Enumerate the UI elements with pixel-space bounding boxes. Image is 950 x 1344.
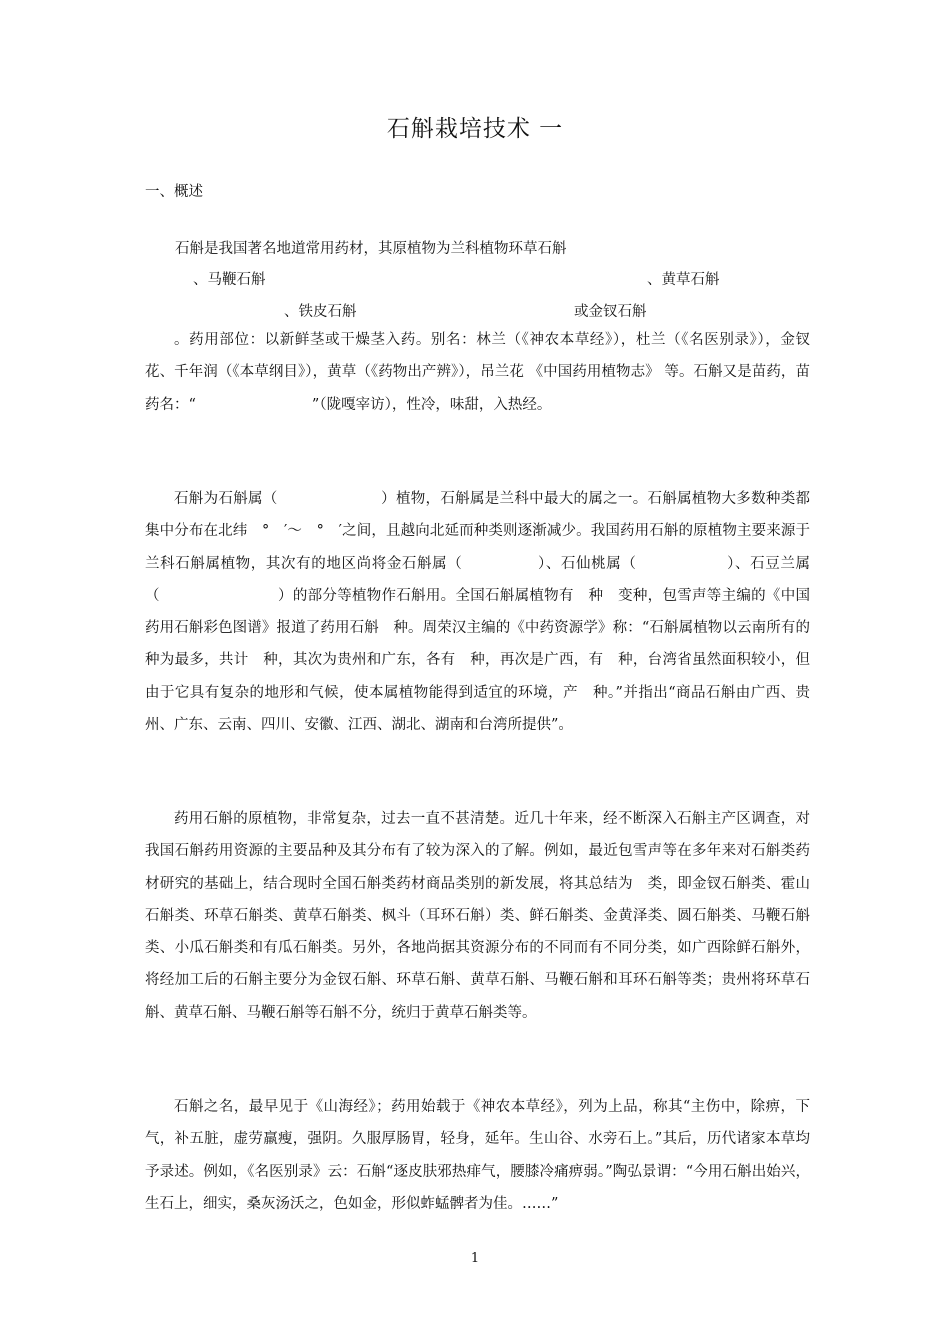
intro-line-1: 石斛是我国著名地道常用药材，其原植物为兰科植物环草石斛 [175, 241, 567, 257]
paragraph-origin: 药用石斛的原植物，非常复杂，过去一直不甚清楚。近几十年来，经不断深入石斛主产区调查，对我国石斛药用资源的主要品种及其分布有了较为深入的了解。例如，最近包雪声等在多年来对石斛类药材研究的基础上，结合现时全国石斛类药材商品类别的新发展，将其总结为 类，即金钗石斛类、霍山石斛类、环草石斛类、黄草石斛类、枫斗（耳环石斛）类、鲜石斛类、金黄泽类、圆石斛类、马鞭石斛类、小瓜石斛类和有瓜石斛类。另外，各地尚据其资源分布的不同而有不同分类，如广西除鲜石斛外，将经加工后的石斛主要分为金钗石斛、环草石斛、黄草石斛、马鞭石斛和耳环石斛等类；贵州将环草石斛、黄草石斛、马鞭石斛等石斛不分，统归于黄草石斛类等。 [145, 811, 810, 1021]
intro-line-2-left: 、马鞭石斛 [193, 272, 266, 288]
intro-line-2-right: 、黄草石斛 [647, 272, 720, 288]
intro-line-3-right: 或金钗石斛 [574, 304, 647, 320]
paragraph-usage: 。药用部位：以新鲜茎或干燥茎入药。别名：林兰（《神农本草经》），杜兰（《名医别录》），金钗花、千年润（《本草纲目》），黄草（《药物出产辨》），吊兰花 《中国药用植物志》 等。石斛又是苗药，苗药名：“ ”（陇嘎宰访），性冷，味甜，入热经。 [145, 332, 810, 413]
paragraph-history: 石斛之名，最早见于《山海经》；药用始载于《神农本草经》，列为上品，称其“主伤中，除痹，下气，补五脏，虚劳羸瘦，强阴。久服厚肠胃，轻身，延年。生山谷、水旁石上。”其后，历代诸家本草均予录述。例如，《名医别录》云：石斛“逐皮肤邪热痱气，腰膝冷痛痹弱。”陶弘景谓：“今用石斛出始兴，生石上，细实，桑灰汤沃之，色如金，形似蚱蜢髀者为佳。……” [145, 1099, 810, 1212]
section-heading: 一、概述 [145, 184, 203, 200]
document-title: 石斛栽培技术 一 [386, 116, 564, 142]
intro-line-3-left: 、铁皮石斛 [284, 304, 357, 320]
paragraph-genus: 石斛为石斛属（ ）植物，石斛属是兰科中最大的属之一。石斛属植物大多数种类都集中分布在北纬 ° ′～ ° ′之间，且越向北延而种类则逐渐减少。我国药用石斛的原植物主要来源于兰科石斛属植物，其次有的地区尚将金石斛属（ ）、石仙桃属（ ）、石豆兰属（ ）的部分等植物作石斛用。全国石斛属植物有 种 变种，包雪声等主编的《中国药用石斛彩色图谱》报道了药用石斛 种。周荣汉主编的《中药资源学》称：“石斛属植物以云南所有的种为最多，共计 种，其次为贵州和广东，各有 种，再次是广西，有 种，台湾省虽然面积较小，但由于它具有复杂的地形和气候，使本属植物能得到适宜的环境，产 种。”并指出“商品石斛由广西、贵州、广东、云南、四川、安徽、江西、湖北、湖南和台湾所提供”。 [145, 491, 810, 734]
page-number: 1 [470, 1251, 480, 1266]
